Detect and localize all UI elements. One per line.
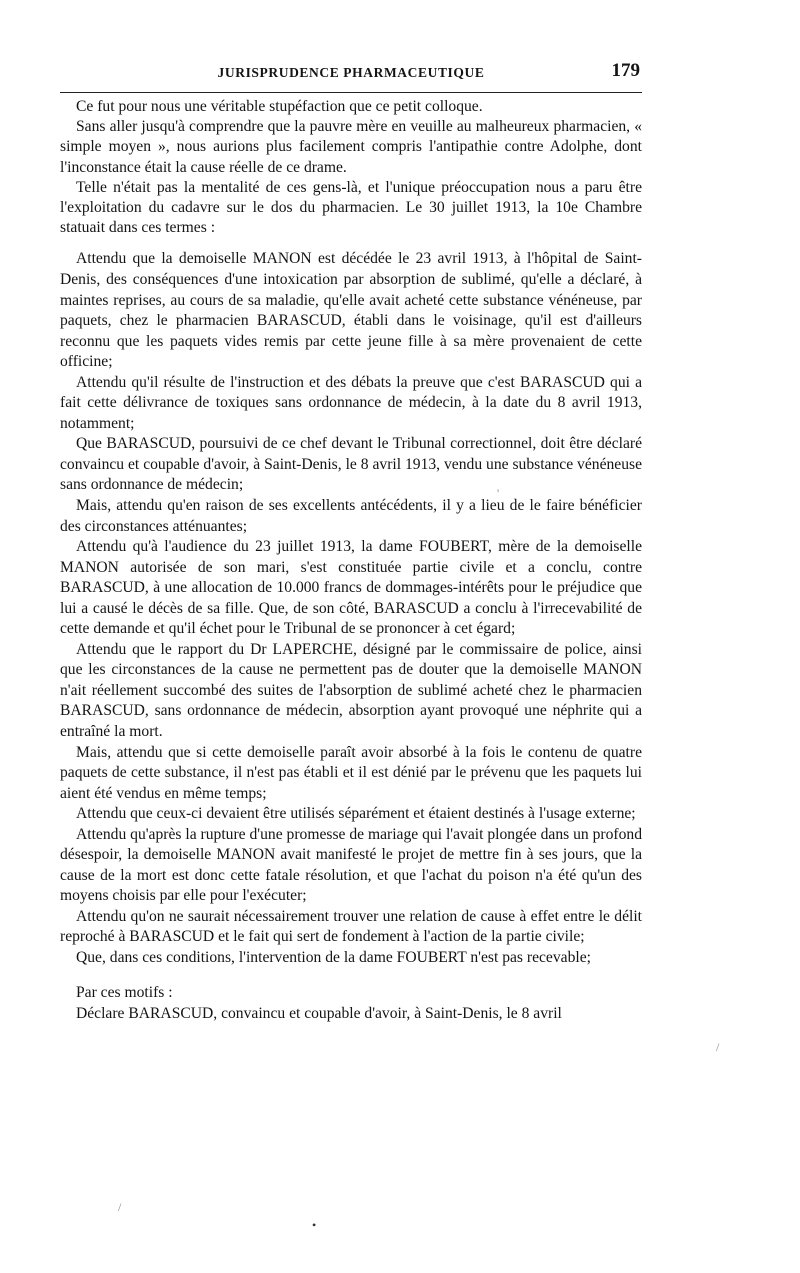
- judgment-paragraph: Attendu que la demoiselle MANON est décédée le 23 avril 1913, à l'hôpital de Saint-Denis, des conséquences d'une intoxication par absorption de sublimé, qu'elle a déclaré, à maintes reprises, au cours de sa maladie, qu'elle avait acheté cette substance vénéneuse, par paquets, chez le pharmacien BARASCUD, établi dans le voisinage, qu'il est d'ailleurs reconnu que les paquets vides remis par cette jeune fille à sa mère provenaient de cette officine;: [60, 250, 642, 371]
- judgment-paragraph: Que, dans ces conditions, l'intervention de la dame FOUBERT n'est pas recevable;: [76, 949, 591, 967]
- judgment-paragraph: Attendu que le rapport du Dr LAPERCHE, désigné par le commissaire de police, ainsi que les circonstances de la cause ne permettent pas de douter que la demoiselle MANON n'ait réellement succombé des suites de l'absorption de sublimé acheté chez le pharmacien BARASCUD, sans ordonnance de médecin, absorption ayant provoqué une néphrite qui a entraîné la mort.: [60, 640, 642, 740]
- intro-section: [60, 97, 642, 238]
- document-page: [60, 62, 642, 1025]
- paragraph: Telle n'était pas la mentalité de ces gens-là, et l'unique préoccupation nous a paru être l'exploitation du cadavre sur le dos du pharmacien. Le 30 juillet 1913, la 10e Chambre statuait dans ces termes :: [60, 178, 642, 237]
- motifs-heading: Par ces motifs :: [76, 983, 173, 1001]
- running-title: JURISPRUDENCE PHARMACEUTIQUE: [217, 65, 485, 80]
- judgment-paragraph: Mais, attendu que si cette demoiselle paraît avoir absorbé à la fois le contenu de quatre paquets de cette substance, il n'est pas établi et il est dénié par le prévenu que les paquets lui aient été vendus en même temps;: [60, 743, 642, 802]
- page-number: 179: [611, 60, 640, 81]
- judgment-paragraph: Attendu qu'à l'audience du 23 juillet 1913, la dame FOUBERT, mère de la demoiselle MANON autorisée de son mari, s'est constituée partie civile et a conclu, contre BARASCUD, à une allocation de 10.000 francs de dommages-intérêts pour le préjudice que lui a causé le décès de sa fille. Que, de son côté, BARASCUD a conclu à l'irrecevabilité de cette demande et qu'il échet pour le Tribunal de se prononcer à cet égard;: [60, 538, 642, 638]
- judgment-paragraph: Mais, attendu qu'en raison de ses excellents antécédents, il y a lieu de le faire bénéficier des circonstances atténuantes;: [60, 496, 642, 535]
- judgment-paragraph: Que BARASCUD, poursuivi de ce chef devant le Tribunal correctionnel, doit être déclaré convaincu et coupable d'avoir, à Saint-Denis, le 8 avril 1913, vendu une substance vénéneuse sans ordonnance de médecin;: [60, 435, 642, 494]
- print-speck: ': [497, 486, 500, 500]
- print-speck: /: [716, 1040, 720, 1054]
- judgment-paragraph: Attendu que ceux-ci devaient être utilisés séparément et étaient destinés à l'usage externe;: [76, 805, 636, 823]
- judgment-paragraph: Attendu qu'après la rupture d'une promesse de mariage qui l'avait plongée dans un profond désespoir, la demoiselle MANON avait manifesté le projet de mettre fin à ses jours, que la cause de la mort est donc cette fatale résolution, et que l'achat du poison n'a été qu'un des moyens choisis par elle pour l'exécuter;: [60, 825, 642, 905]
- page-header: [60, 62, 642, 93]
- print-speck: /: [118, 1200, 122, 1214]
- motifs-section: [60, 982, 642, 1025]
- paragraph: Sans aller jusqu'à comprendre que la pauvre mère en veuille au malheureux pharmacien, « simple moyen », nous aurions plus facilement compris l'antipathie contre Adolphe, dont l'inconstance était la cause réelle de ce drame.: [60, 118, 642, 176]
- paragraph: Ce fut pour nous une véritable stupéfaction que ce petit colloque.: [76, 98, 483, 115]
- judgment-text: [60, 249, 642, 968]
- print-speck: •: [312, 1218, 317, 1232]
- judgment-paragraph: Attendu qu'on ne saurait nécessairement trouver une relation de cause à effet entre le délit reproché à BARASCUD et le fait qui sert de fondement à l'action de la partie civile;: [60, 907, 642, 946]
- motifs-paragraph: Déclare BARASCUD, convaincu et coupable d'avoir, à Saint-Denis, le 8 avril: [76, 1005, 562, 1023]
- judgment-paragraph: Attendu qu'il résulte de l'instruction et des débats la preuve que c'est BARASCUD qui a fait cette délivrance de toxiques sans ordonnance de médecin, à la date du 8 avril 1913, notamment;: [60, 373, 642, 432]
